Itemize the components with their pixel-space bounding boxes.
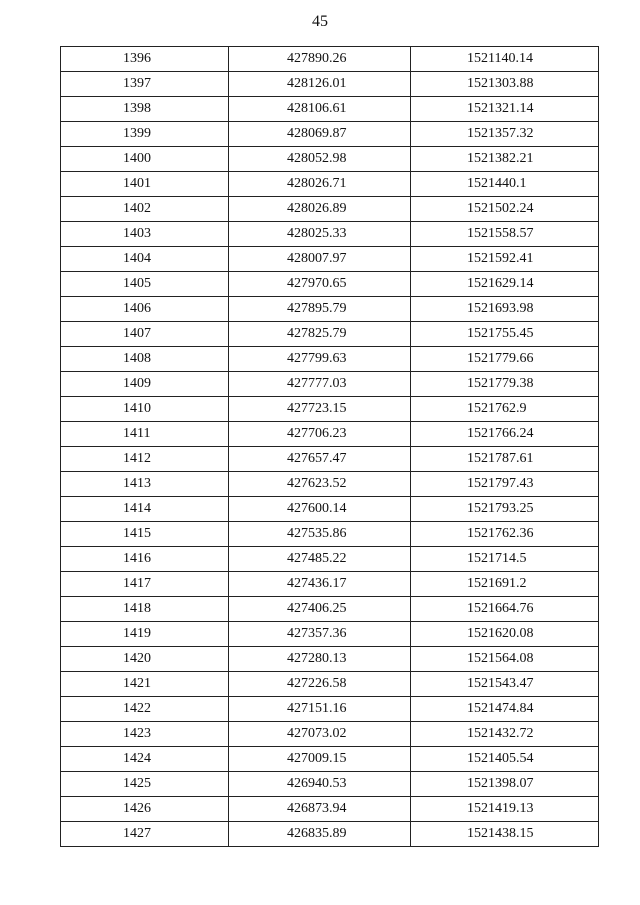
y-coordinate-cell: 1521303.88 bbox=[411, 72, 599, 97]
point-number-cell: 1405 bbox=[61, 272, 229, 297]
point-number-cell: 1408 bbox=[61, 347, 229, 372]
table-row bbox=[61, 347, 599, 372]
table-row bbox=[61, 397, 599, 422]
table-row bbox=[61, 97, 599, 122]
table-row bbox=[61, 522, 599, 547]
page-number: 45 bbox=[312, 13, 328, 30]
table-row bbox=[61, 47, 599, 72]
table-row bbox=[61, 722, 599, 747]
x-coordinate-cell: 427009.15 bbox=[229, 747, 411, 772]
point-number-cell: 1424 bbox=[61, 747, 229, 772]
y-coordinate-cell: 1521564.08 bbox=[411, 647, 599, 672]
table-row bbox=[61, 297, 599, 322]
x-coordinate-cell: 426940.53 bbox=[229, 772, 411, 797]
table-row bbox=[61, 797, 599, 822]
point-number-cell: 1410 bbox=[61, 397, 229, 422]
x-coordinate-cell: 427600.14 bbox=[229, 497, 411, 522]
point-number-cell: 1419 bbox=[61, 622, 229, 647]
y-coordinate-cell: 1521793.25 bbox=[411, 497, 599, 522]
table-row bbox=[61, 422, 599, 447]
y-coordinate-cell: 1521543.47 bbox=[411, 672, 599, 697]
point-number-cell: 1396 bbox=[61, 47, 229, 72]
y-coordinate-cell: 1521438.15 bbox=[411, 822, 599, 847]
x-coordinate-cell: 428052.98 bbox=[229, 147, 411, 172]
x-coordinate-cell: 427535.86 bbox=[229, 522, 411, 547]
table-row bbox=[61, 222, 599, 247]
x-coordinate-cell: 428025.33 bbox=[229, 222, 411, 247]
y-coordinate-cell: 1521664.76 bbox=[411, 597, 599, 622]
table-row bbox=[61, 772, 599, 797]
x-coordinate-cell: 427723.15 bbox=[229, 397, 411, 422]
table-row bbox=[61, 822, 599, 847]
point-number-cell: 1402 bbox=[61, 197, 229, 222]
table-row bbox=[61, 472, 599, 497]
y-coordinate-cell: 1521382.21 bbox=[411, 147, 599, 172]
table-row bbox=[61, 672, 599, 697]
point-number-cell: 1401 bbox=[61, 172, 229, 197]
x-coordinate-cell: 427799.63 bbox=[229, 347, 411, 372]
point-number-cell: 1409 bbox=[61, 372, 229, 397]
coordinates-table bbox=[60, 46, 599, 847]
y-coordinate-cell: 1521755.45 bbox=[411, 322, 599, 347]
x-coordinate-cell: 428106.61 bbox=[229, 97, 411, 122]
point-number-cell: 1413 bbox=[61, 472, 229, 497]
x-coordinate-cell: 427623.52 bbox=[229, 472, 411, 497]
point-number-cell: 1397 bbox=[61, 72, 229, 97]
x-coordinate-cell: 426873.94 bbox=[229, 797, 411, 822]
y-coordinate-cell: 1521762.36 bbox=[411, 522, 599, 547]
table-row bbox=[61, 272, 599, 297]
y-coordinate-cell: 1521714.5 bbox=[411, 547, 599, 572]
table-row bbox=[61, 547, 599, 572]
y-coordinate-cell: 1521432.72 bbox=[411, 722, 599, 747]
table-row bbox=[61, 172, 599, 197]
x-coordinate-cell: 428069.87 bbox=[229, 122, 411, 147]
y-coordinate-cell: 1521419.13 bbox=[411, 797, 599, 822]
point-number-cell: 1406 bbox=[61, 297, 229, 322]
y-coordinate-cell: 1521779.38 bbox=[411, 372, 599, 397]
point-number-cell: 1399 bbox=[61, 122, 229, 147]
x-coordinate-cell: 428007.97 bbox=[229, 247, 411, 272]
x-coordinate-cell: 427436.17 bbox=[229, 572, 411, 597]
y-coordinate-cell: 1521440.1 bbox=[411, 172, 599, 197]
y-coordinate-cell: 1521357.32 bbox=[411, 122, 599, 147]
table-row bbox=[61, 597, 599, 622]
point-number-cell: 1414 bbox=[61, 497, 229, 522]
table-row bbox=[61, 572, 599, 597]
table-row bbox=[61, 72, 599, 97]
point-number-cell: 1422 bbox=[61, 697, 229, 722]
x-coordinate-cell: 427657.47 bbox=[229, 447, 411, 472]
point-number-cell: 1415 bbox=[61, 522, 229, 547]
y-coordinate-cell: 1521558.57 bbox=[411, 222, 599, 247]
point-number-cell: 1404 bbox=[61, 247, 229, 272]
y-coordinate-cell: 1521797.43 bbox=[411, 472, 599, 497]
point-number-cell: 1411 bbox=[61, 422, 229, 447]
point-number-cell: 1416 bbox=[61, 547, 229, 572]
point-number-cell: 1423 bbox=[61, 722, 229, 747]
y-coordinate-cell: 1521693.98 bbox=[411, 297, 599, 322]
table-row bbox=[61, 372, 599, 397]
point-number-cell: 1400 bbox=[61, 147, 229, 172]
x-coordinate-cell: 427406.25 bbox=[229, 597, 411, 622]
table-row bbox=[61, 447, 599, 472]
point-number-cell: 1427 bbox=[61, 822, 229, 847]
x-coordinate-cell: 427706.23 bbox=[229, 422, 411, 447]
table-row bbox=[61, 622, 599, 647]
y-coordinate-cell: 1521691.2 bbox=[411, 572, 599, 597]
point-number-cell: 1407 bbox=[61, 322, 229, 347]
x-coordinate-cell: 427485.22 bbox=[229, 547, 411, 572]
table-row bbox=[61, 322, 599, 347]
y-coordinate-cell: 1521779.66 bbox=[411, 347, 599, 372]
x-coordinate-cell: 427226.58 bbox=[229, 672, 411, 697]
point-number-cell: 1398 bbox=[61, 97, 229, 122]
table-row bbox=[61, 697, 599, 722]
x-coordinate-cell: 426835.89 bbox=[229, 822, 411, 847]
table-row bbox=[61, 647, 599, 672]
table-row bbox=[61, 247, 599, 272]
y-coordinate-cell: 1521474.84 bbox=[411, 697, 599, 722]
x-coordinate-cell: 427777.03 bbox=[229, 372, 411, 397]
y-coordinate-cell: 1521398.07 bbox=[411, 772, 599, 797]
point-number-cell: 1420 bbox=[61, 647, 229, 672]
y-coordinate-cell: 1521405.54 bbox=[411, 747, 599, 772]
table-row bbox=[61, 122, 599, 147]
point-number-cell: 1403 bbox=[61, 222, 229, 247]
y-coordinate-cell: 1521787.61 bbox=[411, 447, 599, 472]
x-coordinate-cell: 428126.01 bbox=[229, 72, 411, 97]
point-number-cell: 1425 bbox=[61, 772, 229, 797]
table-row bbox=[61, 197, 599, 222]
y-coordinate-cell: 1521629.14 bbox=[411, 272, 599, 297]
y-coordinate-cell: 1521140.14 bbox=[411, 47, 599, 72]
x-coordinate-cell: 427151.16 bbox=[229, 697, 411, 722]
table-body bbox=[61, 47, 599, 847]
point-number-cell: 1426 bbox=[61, 797, 229, 822]
x-coordinate-cell: 427825.79 bbox=[229, 322, 411, 347]
table-row bbox=[61, 747, 599, 772]
x-coordinate-cell: 428026.71 bbox=[229, 172, 411, 197]
table-row bbox=[61, 147, 599, 172]
x-coordinate-cell: 427073.02 bbox=[229, 722, 411, 747]
point-number-cell: 1417 bbox=[61, 572, 229, 597]
x-coordinate-cell: 427895.79 bbox=[229, 297, 411, 322]
y-coordinate-cell: 1521766.24 bbox=[411, 422, 599, 447]
x-coordinate-cell: 427970.65 bbox=[229, 272, 411, 297]
x-coordinate-cell: 428026.89 bbox=[229, 197, 411, 222]
point-number-cell: 1418 bbox=[61, 597, 229, 622]
point-number-cell: 1412 bbox=[61, 447, 229, 472]
y-coordinate-cell: 1521762.9 bbox=[411, 397, 599, 422]
y-coordinate-cell: 1521592.41 bbox=[411, 247, 599, 272]
y-coordinate-cell: 1521502.24 bbox=[411, 197, 599, 222]
x-coordinate-cell: 427357.36 bbox=[229, 622, 411, 647]
y-coordinate-cell: 1521321.14 bbox=[411, 97, 599, 122]
x-coordinate-cell: 427890.26 bbox=[229, 47, 411, 72]
table-row bbox=[61, 497, 599, 522]
y-coordinate-cell: 1521620.08 bbox=[411, 622, 599, 647]
x-coordinate-cell: 427280.13 bbox=[229, 647, 411, 672]
point-number-cell: 1421 bbox=[61, 672, 229, 697]
